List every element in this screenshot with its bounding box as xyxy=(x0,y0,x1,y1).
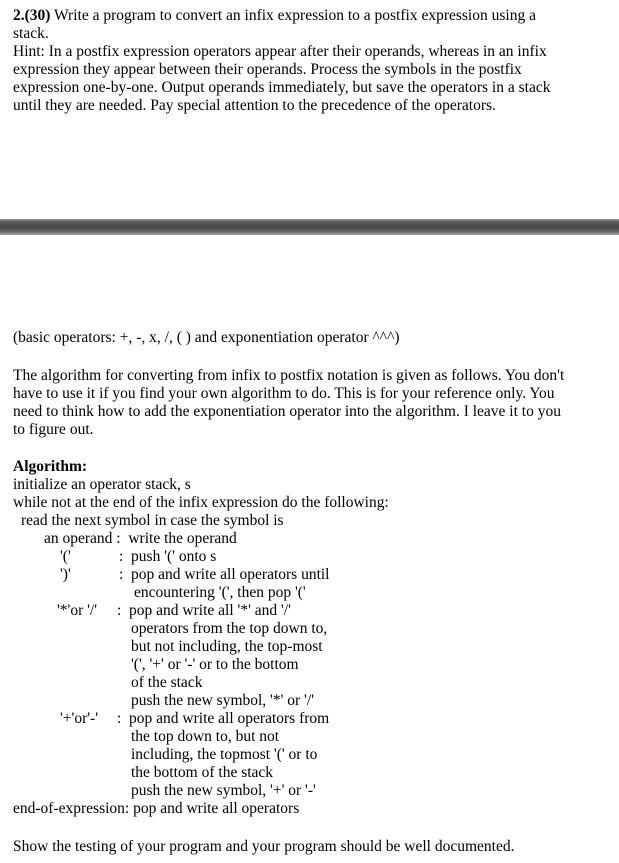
intro-line: The algorithm for converting from infix to postfix notation is given as follows. You don't xyxy=(13,367,565,384)
hint-line: expression they appear between their operands. Process the symbols in the postfix xyxy=(13,61,522,78)
case-addsub-action-cont: the bottom of the stack xyxy=(131,764,274,781)
operators-line: (basic operators: +, -, x, /, ( ) and exponentiation operator ^^^) xyxy=(13,329,400,346)
case-addsub-action: : pop and write all operators from xyxy=(117,710,330,727)
case-muldiv-action-cont: operators from the top down to, xyxy=(131,620,328,637)
case-muldiv-action-cont: '(', '+' or '-' or to the bottom xyxy=(131,656,299,673)
intro-line: to figure out. xyxy=(13,421,94,438)
case-close-paren-action: : pop and write all operators until xyxy=(119,566,330,583)
question-title xyxy=(13,7,536,25)
case-open-paren-key: '(' xyxy=(60,548,71,565)
hint-line: expression one-by-one. Output operands immediately, but save the operators in a stack xyxy=(13,79,551,96)
algorithm-heading: Algorithm: xyxy=(13,458,88,475)
case-addsub-action-cont: including, the topmost '(' or to xyxy=(131,746,318,763)
algorithm-read: read the next symbol in case the symbol is xyxy=(21,512,284,529)
algorithm-loop: while not at the end of the infix expression do the following: xyxy=(13,494,389,511)
page-separator xyxy=(0,219,619,235)
algorithm-end: end-of-expression: pop and write all operators xyxy=(13,800,300,817)
case-muldiv-action: : pop and write all '*' and '/' xyxy=(117,602,291,619)
case-addsub-key: '+'or'-' xyxy=(60,710,98,727)
case-muldiv-action-cont: push the new symbol, '*' or '/' xyxy=(131,692,314,709)
hint-line: Hint: In a postfix expression operators appear after their operands, whereas in an infix xyxy=(13,43,547,60)
hint-line: until they are needed. Pay special attention to the precedence of the operators. xyxy=(13,97,496,114)
case-operand: an operand : write the operand xyxy=(44,530,237,547)
case-addsub-action-cont: push the new symbol, '+' or '-' xyxy=(131,782,316,799)
question-number: 2.(30) xyxy=(13,7,51,24)
case-muldiv-action-cont: of the stack xyxy=(131,674,203,691)
case-close-paren-action-cont: encountering '(', then pop '(' xyxy=(134,584,306,601)
footer-instruction: Show the testing of your program and your program should be well documented. xyxy=(13,838,515,855)
case-muldiv-action-cont: but not including, the top-most xyxy=(131,638,323,655)
question-text: Write a program to convert an infix expression to a postfix expression using a xyxy=(50,7,536,24)
question-text-cont: stack. xyxy=(13,25,49,42)
intro-line: have to use it if you find your own algorithm to do. This is for your reference only. You xyxy=(13,385,555,402)
case-open-paren-action: : push '(' onto s xyxy=(119,548,217,565)
case-close-paren-key: ')' xyxy=(60,566,71,583)
case-addsub-action-cont: the top down to, but not xyxy=(131,728,280,745)
intro-line: need to think how to add the exponentiation operator into the algorithm. I leave it to you xyxy=(13,403,561,420)
algorithm-init: initialize an operator stack, s xyxy=(13,476,191,493)
case-muldiv-key: '*'or '/' xyxy=(57,602,98,619)
